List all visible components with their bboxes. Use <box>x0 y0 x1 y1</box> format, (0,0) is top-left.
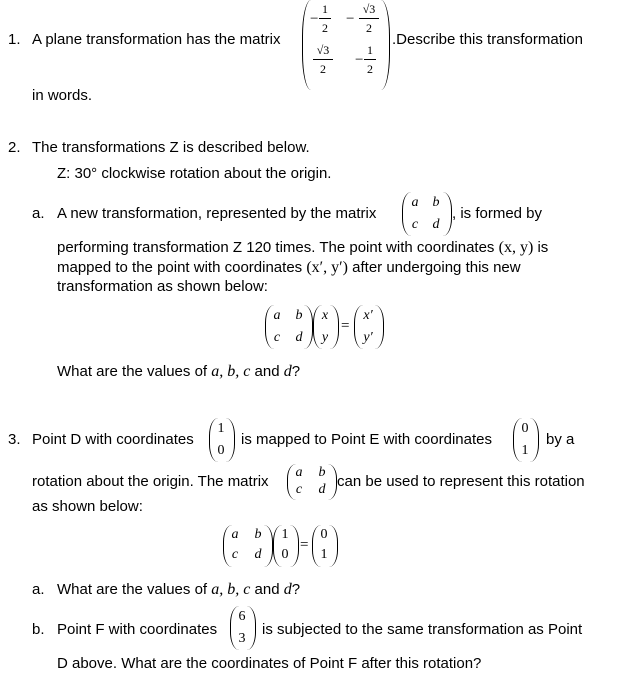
text-segment: is <box>537 239 549 256</box>
matrix-entry: 1 <box>322 2 328 16</box>
vector-entry: y <box>321 330 329 345</box>
question-number: 3. <box>8 431 21 448</box>
vector-entry: x <box>321 308 329 323</box>
vector-entry: 1 <box>320 547 328 562</box>
matrix-entry: a <box>273 308 281 323</box>
transformation-description: Z: 30° clockwise rotation about the origin. <box>57 165 332 182</box>
matrix-entry: 2 <box>366 21 372 35</box>
part-label: a. <box>32 581 45 598</box>
vector-entry: 0 <box>281 547 289 562</box>
text-segment: and <box>254 581 280 598</box>
minus-sign: − <box>346 11 355 27</box>
question-text-cont: in words. <box>32 87 93 104</box>
matrix-entry: c <box>411 217 419 232</box>
vector-entry: 1 <box>217 421 225 436</box>
equals-sign: = <box>341 318 350 334</box>
vector-entry: 3 <box>238 631 246 646</box>
question-text-cont: by a <box>546 431 575 448</box>
vector-entry: y′ <box>363 330 373 345</box>
matrix-entry: d <box>432 217 440 232</box>
matrix-entry: d <box>254 547 262 562</box>
question-text: A plane transformation has the matrix <box>32 31 281 48</box>
part-question <box>57 363 300 381</box>
part-text-line: D above. What are the coordinates of Point F after this rotation? <box>57 655 482 672</box>
part-label: b. <box>32 621 45 638</box>
coordinates: (x, y) <box>498 239 534 256</box>
part-text-cont: is subjected to the same transformation as Point <box>262 621 583 638</box>
variables: a, b, c <box>211 363 251 380</box>
matrix-entry: c <box>273 330 281 345</box>
part-question <box>57 581 300 599</box>
minus-sign: − <box>355 52 364 68</box>
text-segment: ? <box>291 581 301 598</box>
minus-sign: − <box>310 11 319 27</box>
question-text-cont: rotation about the origin. The matrix <box>32 473 269 490</box>
matrix-entry: b <box>432 195 440 210</box>
part-text-line <box>57 259 521 277</box>
matrix-entry: b <box>295 308 303 323</box>
text-segment: performing transformation Z 120 times. The point with coordinates <box>57 239 495 256</box>
matrix-entry: √3 <box>316 43 330 57</box>
vector-entry: 1 <box>281 527 289 542</box>
variables: a, b, c <box>211 581 251 598</box>
text-segment: mapped to the point with coordinates <box>57 259 303 276</box>
text-segment: ? <box>291 363 301 380</box>
text-segment: What are the values of <box>57 363 208 380</box>
matrix-entry: d <box>318 482 326 497</box>
matrix-entry: 2 <box>320 62 326 76</box>
question-text-cont: is mapped to Point E with coordinates <box>241 431 492 448</box>
vector-entry: 0 <box>217 443 225 458</box>
question-text-cont: .Describe this transformation <box>392 31 583 48</box>
matrix-entry: 2 <box>322 21 328 35</box>
text-segment: What are the values of <box>57 581 208 598</box>
coordinates: (x′, y′) <box>306 259 348 276</box>
matrix-entry: b <box>254 527 262 542</box>
matrix-entry: √3 <box>362 2 376 16</box>
text-segment: and <box>254 363 280 380</box>
variables: d <box>283 363 292 380</box>
vector-entry: 1 <box>521 443 529 458</box>
matrix-entry: a <box>295 465 303 480</box>
text-segment: after undergoing this new <box>352 259 521 276</box>
matrix-entry: a <box>411 195 419 210</box>
part-text: A new transformation, represented by the matrix <box>57 205 377 222</box>
vector-entry: 0 <box>320 527 328 542</box>
part-text: Point F with coordinates <box>57 621 218 638</box>
matrix-entry: c <box>231 547 239 562</box>
part-text-line: transformation as shown below: <box>57 278 268 295</box>
question-text: The transformations Z is described below. <box>32 139 310 156</box>
matrix-entry: d <box>295 330 303 345</box>
matrix-entry: 2 <box>367 62 373 76</box>
vector-entry: 0 <box>521 421 529 436</box>
question-number: 1. <box>8 31 21 48</box>
question-text-cont: can be used to represent this rotation <box>337 473 585 490</box>
question-text-cont: as shown below: <box>32 498 143 515</box>
variables: d <box>283 581 292 598</box>
matrix-entry: c <box>295 482 303 497</box>
matrix-entry: 1 <box>367 43 373 57</box>
vector-entry: x′ <box>363 308 373 323</box>
vector-entry: 6 <box>238 609 246 624</box>
question-text: Point D with coordinates <box>32 431 194 448</box>
part-label: a. <box>32 205 45 222</box>
equals-sign: = <box>300 537 309 553</box>
matrix-entry: b <box>318 465 326 480</box>
matrix-entry: a <box>231 527 239 542</box>
part-text-line <box>57 239 548 257</box>
question-number: 2. <box>8 139 21 156</box>
part-text-cont: , is formed by <box>452 205 543 222</box>
